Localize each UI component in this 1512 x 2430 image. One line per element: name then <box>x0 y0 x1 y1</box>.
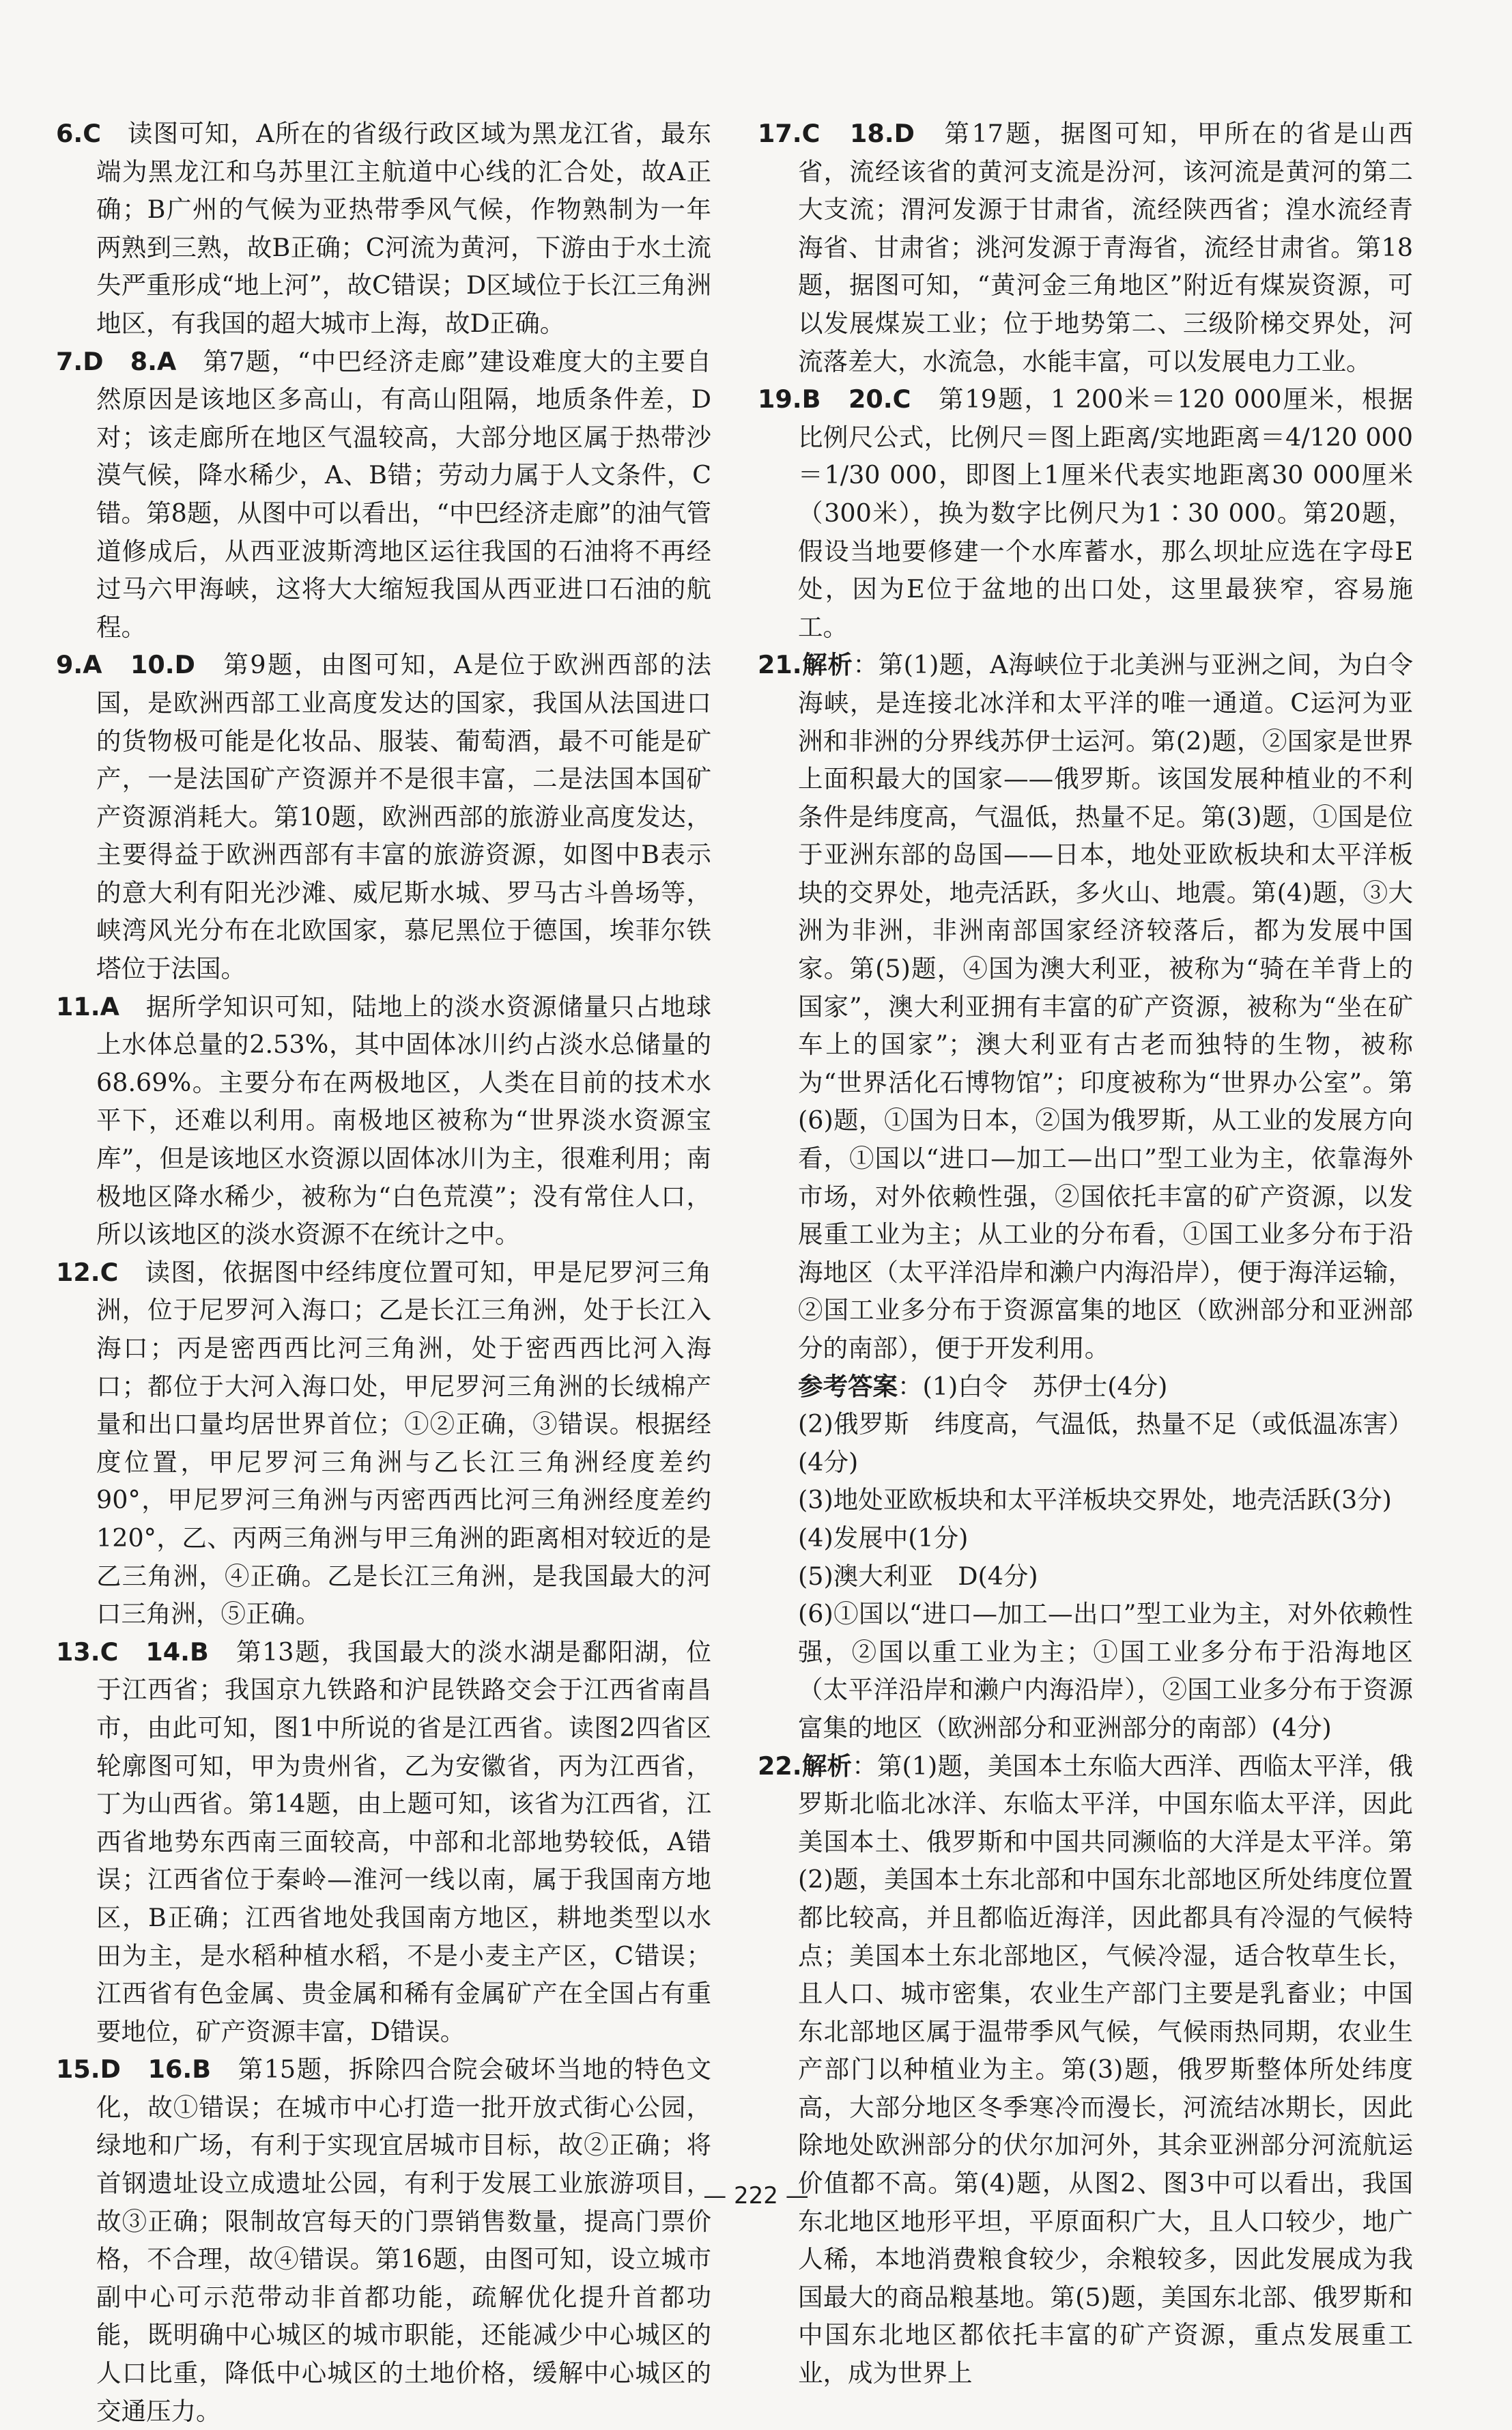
answer-label: 12.C <box>56 1257 119 1287</box>
answer-item-21 <box>758 646 1413 1367</box>
answer-label: 19.B 20.C <box>758 384 911 414</box>
answer-explanation: 读图可知，A所在的省级行政区域为黑龙江省，最东端为黑龙江和乌苏里江主航道中心线的汇合处，故A正确；B广州的气候为亚热带季风气候，作物熟制为一年两熟到三熟，故B正确；C河流为黄河，下游由于水土流失严重形成“地上河”，故C错误；D区域位于长江三角洲地区，有我国的超大城市上海，故D正确。 <box>96 119 711 338</box>
answer-item-6 <box>56 115 711 343</box>
answer-explanation: 第13题，我国最大的淡水湖是鄱阳湖，位于江西省；我国京九铁路和沪昆铁路交会于江西省南昌市，由此可知，图1中所说的省是江西省。读图2四省区轮廓图可知，甲为贵州省，乙为安徽省，丙为江西省，丁为山西省。第14题，由上题可知，该省为江西省，江西省地势东西南三面较高，中部和北部地势较低，A错误；江西省位于秦岭—淮河一线以南，属于我国南方地区，B正确；江西省地处我国南方地区，耕地类型以水田为主，是水稻种植水稻，不是小麦主产区，C错误；江西省有色金属、贵金属和稀有金属矿产在全国占有重要地位，矿产资源丰富，D错误。 <box>96 1637 711 2046</box>
reference-answer-line: (6)①国以“进口—加工—出口”型工业为主，对外依赖性强，②国以重工业为主；①国工业多分布于沿海地区（太平洋沿岸和濑户内海沿岸），②国工业多分布于资源富集的地区（欧洲部分和亚洲部分的南部）(4分) <box>798 1599 1413 1742</box>
answer-explanation: ：第(1)题，美国本土东临大西洋、西临太平洋，俄罗斯北临北冰洋、东临太平洋，中国东临太平洋，因此美国本土、俄罗斯和中国共同濒临的大洋是太平洋。第(2)题，美国本土东北部和中国东北部地区所处纬度位置都比较高，并且都临近海洋，因此都具有冷湿的气候特点；美国本土东北部地区，气候冷湿，适合牧草生长，且人口、城市密集，农业生产部门主要是乳畜业；中国东北部地区属于温带季风气候，气候雨热同期，农业生产部门以种植业为主。第(3)题，俄罗斯整体所处纬度高，大部分地区冬季寒冷而漫长，河流结冰期长，因此除地处欧洲部分的伏尔加河外，其余亚洲部分河流航运价值都不高。第(4)题，从图2、图3中可以看出，我国东北地区地形平坦，平原面积广大，且人口较少，地广人稀，本地消费粮食较少，余粮较多，因此发展成为我国最大的商品粮基地。第(5)题，美国东北部、俄罗斯和中国东北地区都依托丰富的矿产资源，重点发展重工业，成为世界上 <box>798 1751 1413 2388</box>
reference-answer-line <box>758 1368 1413 1406</box>
answer-label: 6.C <box>56 119 102 148</box>
reference-answer-line: (5)澳大利亚 D(4分) <box>798 1561 1038 1591</box>
answer-label: 13.C 14.B <box>56 1637 209 1667</box>
answer-explanation: ：第(1)题，A海峡位于北美洲与亚洲之间，为白令海峡，是连接北冰洋和太平洋的唯一通道。C运河为亚洲和非洲的分界线苏伊士运河。第(2)题，②国家是世界上面积最大的国家——俄罗斯。该国发展种植业的不利条件是纬度高，气温低，热量不足。第(3)题，①国是位于亚洲东部的岛国——日本，地处亚欧板块和太平洋板块的交界处，地壳活跃，多火山、地震。第(4)题，③大洲为非洲，非洲南部国家经济较落后，都为发展中国家。第(5)题，④国为澳大利亚，被称为“骑在羊背上的国家”，澳大利亚拥有丰富的矿产资源，被称为“坐在矿车上的国家”；澳大利亚有古老而独特的生物，被称为“世界活化石博物馆”；印度被称为“世界办公室”。第(6)题，①国为日本，②国为俄罗斯，从工业的发展方向看，①国以“进口—加工—出口”型工业为主，依靠海外市场，对外依赖性强，②国依托丰富的矿产资源，以发展重工业为主；从工业的分布看，①国工业多分布于沿海地区（太平洋沿岸和濑户内海沿岸），便于海洋运输，②国工业多分布于资源富集的地区（欧洲部分和亚洲部分的南部），便于开发利用。 <box>798 650 1414 1363</box>
page-number: — 222 — <box>703 2182 809 2209</box>
answer-explanation: 第19题，1 200米＝120 000厘米，根据比例尺公式，比例尺＝图上距离/实地距离＝4/120 000＝1/30 000，即图上1厘米代表实地距离30 000厘米（300米），换为数字比例尺为1∶30 000。第20题，假设当地要修建一个水库蓄水，那么坝址应选在字母E处，因为E位于盆地的出口处，这里最狭窄，容易施工。 <box>798 384 1413 642</box>
answer-item-13-14 <box>56 1633 711 2051</box>
right-column <box>758 115 1413 2392</box>
answer-explanation: 第17题，据图可知，甲所在的省是山西省，流经该省的黄河支流是汾河，该河流是黄河的第二大支流；渭河发源于甘肃省，流经陕西省；湟水流经青海省、甘肃省；洮河发源于青海省，流经甘肃省。第18题，据图可知，“黄河金三角地区”附近有煤炭资源，可以发展煤炭工业；位于地势第二、三级阶梯交界处，河流落差大，水流急，水能丰富，可以发展电力工业。 <box>798 119 1413 376</box>
answer-item-19-20 <box>758 380 1413 646</box>
answer-label: 21. <box>758 650 802 680</box>
answer-item-12 <box>56 1254 711 1633</box>
reference-answer-line: (2)俄罗斯 纬度高，气温低，热量不足（或低温冻害）(4分) <box>798 1409 1413 1477</box>
reference-answer-label: 参考答案 <box>798 1371 898 1401</box>
answer-explanation: 第7题，“中巴经济走廊”建设难度大的主要自然原因是该地区多高山，有高山阻隔，地质条件差，D对；该走廊所在地区气温较高，大部分地区属于热带沙漠气候，降水稀少，A、B错；劳动力属于人文条件，C错。第8题，从图中可以看出，“中巴经济走廊”的油气管道修成后，从西亚波斯湾地区运往我国的石油将不再经过马六甲海峡，这将大大缩短我国从西亚进口石油的航程。 <box>96 346 712 642</box>
reference-answer-line: (3)地处亚欧板块和太平洋板块交界处，地壳活跃(3分) <box>798 1485 1392 1515</box>
answer-label: 11.A <box>56 991 119 1021</box>
answer-label: 9.A 10.D <box>56 650 195 680</box>
left-column <box>56 115 711 2430</box>
answer-item-17-18 <box>758 115 1413 380</box>
answer-explanation: 读图，依据图中经纬度位置可知，甲是尼罗河三角洲，位于尼罗河入海口；乙是长江三角洲，处于长江入海口；丙是密西西比河三角洲，处于密西西比河入海口；都位于大河入海口处，甲尼罗河三角洲的长绒棉产量和出口量均居世界首位；①②正确，③错误。根据经度位置，甲尼罗河三角洲与乙长江三角洲经度差约90°，甲尼罗河三角洲与丙密西西比河三角洲经度差约120°，乙、丙两三角洲与甲三角洲的距离相对较近的是乙三角洲，④正确。乙是长江三角洲，是我国最大的河口三角洲，⑤正确。 <box>96 1257 711 1629</box>
answer-item-15-16 <box>56 2050 711 2430</box>
analysis-label: 解析 <box>801 650 853 680</box>
answer-item-7-8 <box>56 343 711 647</box>
answer-label: 7.D 8.A <box>56 346 177 376</box>
answer-explanation: 第15题，拆除四合院会破坏当地的特色文化，故①错误；在城市中心打造一批开放式街心公园，绿地和广场，有利于实现宜居城市目标，故②正确；将首钢遗址设立成遗址公园，有利于发展工业旅游项目，故③正确；限制故宫每天的门票销售数量，提高门票价格，不合理，故④错误。第16题，由图可知，设立城市副中心可示范带动非首都功能，疏解优化提升首都功能，既明确中心城区的城市职能，还能减少中心城区的人口比重，降低中心城区的土地价格，缓解中心城区的交通压力。 <box>96 2054 711 2426</box>
answer-explanation: 据所学知识可知，陆地上的淡水资源储量只占地球上水体总量的2.53%，其中固体冰川约占淡水总储量的68.69%。主要分布在两极地区，人类在目前的技术水平下，还难以利用。南极地区被称为“世界淡水资源宝库”，但是该地区水资源以固体冰川为主，很难利用；南极地区降水稀少，被称为“白色荒漠”；没有常住人口，所以该地区的淡水资源不在统计之中。 <box>96 991 711 1249</box>
reference-answer-text: ：(1)白令 苏伊士(4分) <box>898 1371 1168 1401</box>
answer-label: 22. <box>758 1751 802 1781</box>
answer-explanation: 第9题，由图可知，A是位于欧洲西部的法国，是欧洲西部工业高度发达的国家，我国从法国进口的货物极可能是化妆品、服装、葡萄酒，最不可能是矿产，一是法国矿产资源并不是很丰富，二是法国本国矿产资源消耗大。第10题，欧洲西部的旅游业高度发达，主要得益于欧洲西部有丰富的旅游资源，如图中B表示的意大利有阳光沙滩、威尼斯水城、罗马古斗兽场等，峡湾风光分布在北欧国家，慕尼黑位于德国，埃菲尔铁塔位于法国。 <box>96 650 711 984</box>
answer-label: 15.D 16.B <box>56 2054 212 2085</box>
answer-item-22 <box>758 1747 1413 2392</box>
answer-item-9-10 <box>56 646 711 987</box>
answer-label: 17.C 18.D <box>758 119 915 148</box>
reference-answer-line: (4)发展中(1分) <box>798 1523 969 1553</box>
analysis-label: 解析 <box>801 1751 853 1781</box>
answer-item-11 <box>56 988 711 1254</box>
